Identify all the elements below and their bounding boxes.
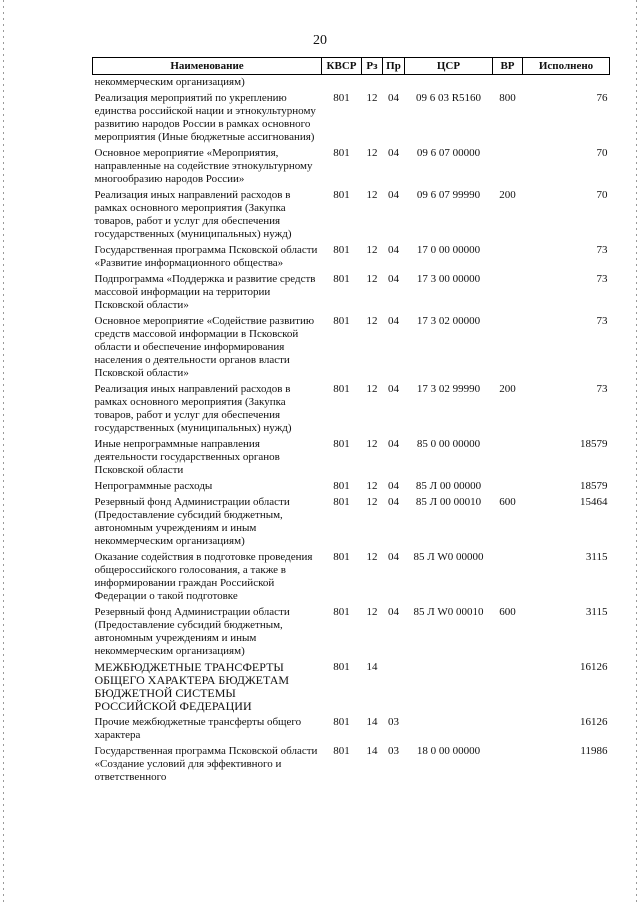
cell-pr: 04 xyxy=(388,606,399,618)
cell-vr: 600 xyxy=(499,606,516,618)
cell-rz: 12 xyxy=(366,438,378,450)
cell-csr: 85 0 00 00000 xyxy=(416,438,481,450)
cell-pr xyxy=(383,75,405,92)
cell-pr: 03 xyxy=(388,716,399,728)
cell-csr: 85 Л W0 00000 xyxy=(413,551,484,563)
cell-pr: 03 xyxy=(388,745,399,757)
cell-amount: 16126 xyxy=(580,661,608,673)
cell-rz: 12 xyxy=(366,315,378,327)
cell-csr xyxy=(405,75,493,92)
cell-amount: 73 xyxy=(596,315,608,327)
cell-vr: 800 xyxy=(499,92,516,104)
table-row xyxy=(93,382,610,437)
cell-kvsr: 801 xyxy=(333,438,350,450)
cell-kvsr xyxy=(322,75,362,92)
cell-name: Оказание содействия в подготовке проведения общероссийского голосования, а также в информировании граждан Российской Федерации о такой подготовке xyxy=(94,551,313,602)
cell-rz: 12 xyxy=(366,147,378,159)
cell-kvsr: 801 xyxy=(333,147,350,159)
cell-kvsr: 801 xyxy=(333,551,350,563)
cell-kvsr: 801 xyxy=(333,92,350,104)
scan-edge-left xyxy=(3,0,4,905)
cell-rz: 14 xyxy=(366,661,378,673)
cell-kvsr: 801 xyxy=(333,496,350,508)
cell-csr: 17 3 00 00000 xyxy=(416,273,481,285)
cell-rz: 12 xyxy=(366,244,378,256)
cell-pr: 04 xyxy=(388,551,399,563)
table-row xyxy=(93,437,610,479)
cell-rz: 12 xyxy=(366,496,378,508)
cell-vr xyxy=(493,744,523,786)
header-pr: Пр xyxy=(383,58,405,75)
table-row xyxy=(93,146,610,188)
cell-name: Прочие межбюджетные трансферты общего характера xyxy=(94,716,302,741)
cell-amount: 3115 xyxy=(585,551,608,563)
cell-vr: 600 xyxy=(499,496,516,508)
cell-vr xyxy=(493,314,523,382)
cell-kvsr: 801 xyxy=(333,716,350,728)
cell-vr xyxy=(493,437,523,479)
cell-kvsr: 801 xyxy=(333,480,350,492)
cell-pr: 04 xyxy=(388,244,399,256)
cell-vr xyxy=(493,715,523,744)
cell-pr: 04 xyxy=(388,147,399,159)
table-row xyxy=(93,272,610,314)
cell-name: некоммерческим организациям) xyxy=(94,76,245,88)
cell-rz: 14 xyxy=(366,716,378,728)
table-row xyxy=(93,188,610,243)
table-row xyxy=(93,605,610,660)
cell-name: Государственная программа Псковской области «Создание условий для эффективного и ответственного xyxy=(94,745,318,783)
cell-name: МЕЖБЮДЖЕТНЫЕ ТРАНСФЕРТЫ ОБЩЕГО ХАРАКТЕРА БЮДЖЕТАМ БЮДЖЕТНОЙ СИСТЕМЫ РОССИЙСКОЙ ФЕДЕРАЦИИ xyxy=(94,660,290,713)
cell-rz: 14 xyxy=(366,745,378,757)
cell-vr xyxy=(493,75,523,92)
table-row xyxy=(93,479,610,495)
cell-pr: 04 xyxy=(388,92,399,104)
cell-csr: 09 6 03 R5160 xyxy=(415,92,482,104)
cell-rz: 12 xyxy=(366,383,378,395)
header-amount: Исполнено xyxy=(523,58,610,75)
header-vr: ВР xyxy=(493,58,523,75)
cell-name: Подпрограмма «Поддержка и развитие средств массовой информации на территории Псковской области» xyxy=(94,273,316,311)
header-rz: Рз xyxy=(362,58,383,75)
cell-amount: 3115 xyxy=(585,606,608,618)
cell-vr xyxy=(493,272,523,314)
cell-name: Реализация мероприятий по укреплению единства российской нации и этнокультурному развитию народов России в рамках основного мероприятия (Иные бюджетные ассигнования) xyxy=(94,92,316,143)
cell-amount: 73 xyxy=(596,273,608,285)
cell-name: Реализация иных направлений расходов в рамках основного мероприятия (Закупка товаров, работ и услуг для обеспечения государственных (муниципальных) нужд) xyxy=(94,189,292,240)
cell-rz: 12 xyxy=(366,551,378,563)
cell-amount: 18579 xyxy=(580,438,608,450)
table-header xyxy=(93,58,610,75)
cell-amount: 16126 xyxy=(580,716,608,728)
cell-csr xyxy=(405,715,493,744)
cell-vr: 200 xyxy=(499,189,516,201)
cell-pr: 04 xyxy=(388,273,399,285)
cell-rz: 12 xyxy=(366,189,378,201)
cell-name: Резервный фонд Администрации области (Предоставление субсидий бюджетным, автономным учреждениям и иным некоммерческим организациям) xyxy=(94,496,290,547)
cell-kvsr: 801 xyxy=(333,383,350,395)
table-row xyxy=(93,243,610,272)
cell-vr: 200 xyxy=(499,383,516,395)
table-row xyxy=(93,495,610,550)
cell-name: Иные непрограммные направления деятельности государственных органов Псковской области xyxy=(94,438,280,476)
cell-amount: 70 xyxy=(596,147,608,159)
cell-amount: 73 xyxy=(596,383,608,395)
cell-csr: 09 6 07 99990 xyxy=(416,189,481,201)
cell-vr xyxy=(493,550,523,605)
cell-rz: 12 xyxy=(366,273,378,285)
cell-pr: 04 xyxy=(388,438,399,450)
cell-vr xyxy=(493,479,523,495)
cell-rz xyxy=(362,75,383,92)
cell-name: Непрограммные расходы xyxy=(94,480,213,492)
cell-name: Основное мероприятие «Мероприятия, направленные на содействие этнокультурному многообразию народов России» xyxy=(94,147,313,185)
cell-csr: 17 3 02 99990 xyxy=(416,383,481,395)
cell-csr xyxy=(405,660,493,715)
cell-kvsr: 801 xyxy=(333,606,350,618)
table-row xyxy=(93,75,610,92)
scan-edge-right xyxy=(636,0,637,905)
cell-pr: 04 xyxy=(388,189,399,201)
cell-amount: 70 xyxy=(596,189,608,201)
cell-kvsr: 801 xyxy=(333,661,350,673)
cell-vr xyxy=(493,660,523,715)
cell-name: Реализация иных направлений расходов в рамках основного мероприятия (Закупка товаров, работ и услуг для обеспечения государственных (муниципальных) нужд) xyxy=(94,383,292,434)
cell-pr: 04 xyxy=(388,496,399,508)
table-row xyxy=(93,715,610,744)
cell-vr xyxy=(493,243,523,272)
cell-csr: 09 6 07 00000 xyxy=(416,147,481,159)
cell-name: Основное мероприятие «Содействие развитию средств массовой информации в Псковской области и обеспечение информирования населения о деятельности органов власти Псковской области» xyxy=(94,315,315,379)
cell-pr: 04 xyxy=(388,315,399,327)
table-row xyxy=(93,550,610,605)
cell-amount: 15464 xyxy=(580,496,608,508)
cell-kvsr: 801 xyxy=(333,273,350,285)
cell-amount: 11986 xyxy=(580,745,608,757)
cell-kvsr: 801 xyxy=(333,745,350,757)
table-row xyxy=(93,314,610,382)
table-row xyxy=(93,744,610,786)
cell-name: Резервный фонд Администрации области (Предоставление субсидий бюджетным, автономным учреждениям и иным некоммерческим организациям) xyxy=(94,606,290,657)
cell-csr: 18 0 00 00000 xyxy=(416,745,481,757)
table-body xyxy=(93,75,610,787)
cell-kvsr: 801 xyxy=(333,189,350,201)
cell-amount: 76 xyxy=(596,92,608,104)
cell-rz: 12 xyxy=(366,606,378,618)
cell-csr: 17 0 00 00000 xyxy=(416,244,481,256)
cell-amount: 18579 xyxy=(580,480,608,492)
cell-pr: 04 xyxy=(388,480,399,492)
cell-vr xyxy=(493,146,523,188)
cell-pr: 04 xyxy=(388,383,399,395)
table-row xyxy=(93,660,610,715)
cell-csr: 17 3 02 00000 xyxy=(416,315,481,327)
cell-kvsr: 801 xyxy=(333,244,350,256)
header-csr: ЦСР xyxy=(405,58,493,75)
cell-csr: 85 Л 00 00000 xyxy=(415,480,482,492)
page-number: 20 xyxy=(313,33,327,48)
header-kvsr: КВСР xyxy=(322,58,362,75)
cell-amount xyxy=(523,75,610,92)
cell-csr: 85 Л 00 00010 xyxy=(415,496,482,508)
cell-amount: 73 xyxy=(596,244,608,256)
header-name: Наименование xyxy=(93,58,322,75)
budget-table xyxy=(92,57,610,786)
cell-csr: 85 Л W0 00010 xyxy=(413,606,484,618)
cell-rz: 12 xyxy=(366,92,378,104)
cell-rz: 12 xyxy=(366,480,378,492)
table-row xyxy=(93,91,610,146)
cell-pr xyxy=(383,660,405,715)
cell-name: Государственная программа Псковской области «Развитие информационного общества» xyxy=(94,244,318,269)
cell-kvsr: 801 xyxy=(333,315,350,327)
